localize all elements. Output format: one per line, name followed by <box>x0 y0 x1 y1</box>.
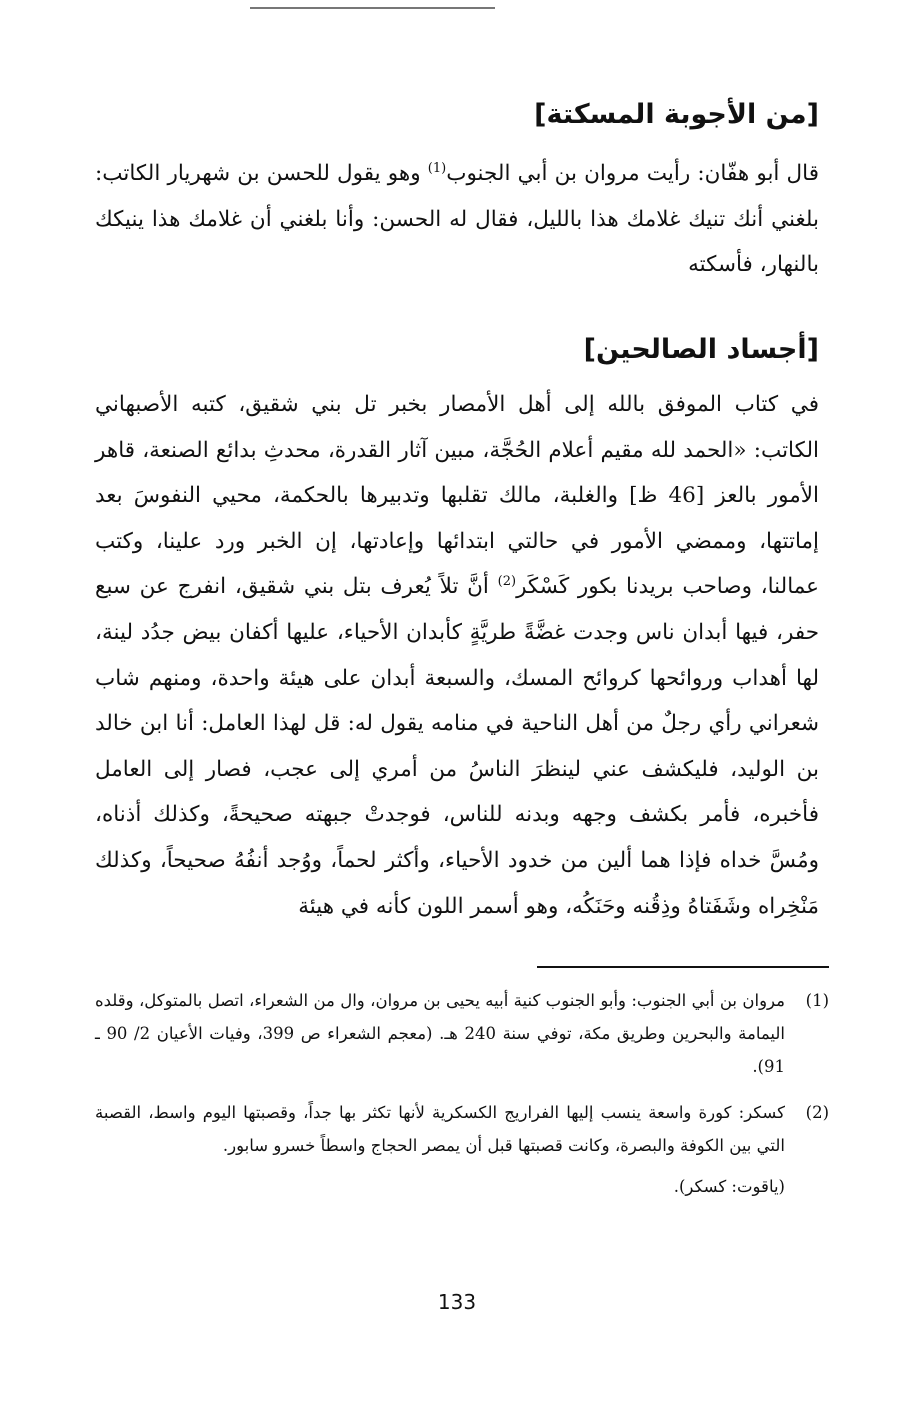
paragraph-1-text-a: قال أبو هفّان: رأيت مروان بن أبي الجنوب <box>446 161 820 186</box>
footnote-1-number: (1) <box>805 991 829 1010</box>
paragraph-2-text-b: أنَّ تلاً يُعرف بتل بني شقيق، انفرج عن سبع حفر، فيها أبدان ناس وجدت غضَّةً طريَّةٍ كأبدان الأحياء، عليها أكفان بيض جدُد لينة، لها أهداب وروائحها كروائح المسك، والسبعة أبدان على هيئة واحدة، ومنهم شاب شعراني رأي رجلٌ من أهل الناحية في منامه يقول له: قل لهذا العامل: أنا ابن خالد بن الوليد، فليكشف عني لينظرَ الناسُ من أمري إلى عجب، فصار إلى العامل فأخبره، فأمر بكشف وجهه وبدنه للناس، فوجدتْ جبهته صحيحةً، وكذلك أذناه، ومُسَّ خداه فإذا هما ألين من خدود الأحياء، وأكثر لحماً، ووُجد أنفُهُ صحيحاً، وكذلك مَنْخِراه وشَفَتاهُ وذِقُنه وحَنَكُه، وهو أسمر اللون كأنه في هيئة <box>95 574 819 919</box>
page-number: 133 <box>437 1290 477 1314</box>
top-rule <box>250 7 495 9</box>
section-heading-2: [أجساد الصالحين] <box>583 334 819 365</box>
footnote-ref-1[interactable]: (1) <box>427 160 447 176</box>
footnote-ref-2[interactable]: (2) <box>497 574 517 590</box>
footnote-2-text: كسكر: كورة واسعة ينسب إليها الفراريج الكسكرية لأنها تكثر بها جداً، وقصبتها اليوم واسط، القصبة التي بين الكوفة والبصرة، وكانت قصبتها قبل أن يمصر الحجاج واسطاً خسرو سابور. <box>95 1103 785 1155</box>
paragraph-1-text-b: وهو يقول للحسن بن شهريار الكاتب: بلغني أنك تنيك غلامك هذا بالليل، فقال له الحسن: وأنا بلغني أن غلامك هذا ينيكك بالنهار، فأسكته <box>95 161 819 278</box>
footnote-2-number: (2) <box>805 1103 829 1122</box>
paragraph-2-text-a: في كتاب الموفق بالله إلى أهل الأمصار بخبر تل بني شقيق، كتبه الأصبهاني الكاتب: «الحمد لله مقيم أعلام الحُجَّة، مبين آثار القدرة، محدثِ بدائع الصنعة، قاهر الأمور بالعز [46 ظ] والغلبة، مالك تقلبها وتدبيرها بالحكمة، محيي النفوسَ بعد إماتتها، وممضي الأمور في حالتي ابتدائها وإعادتها، إن الخبر ورد علينا، وكتب عمالنا، وصاحب بريدنا بكور كَسْكَر <box>95 392 819 600</box>
section-heading-1: [من الأجوبة المسكتة] <box>534 99 819 130</box>
paragraph-1 <box>95 151 819 288</box>
footnote-1-text: مروان بن أبي الجنوب: وأبو الجنوب كنية أبيه يحيى بن مروان، وال من الشعراء، اتصل بالمتوكل، وقلده اليمامة والبحرين وطريق مكة، توفي سنة 240 هـ. (معجم الشعراء ص 399، وفيات الأعيان 2/ 90 ـ 91). <box>95 991 785 1076</box>
footnote-separator <box>537 966 829 968</box>
footnote-2 <box>95 1096 829 1203</box>
footnote-2-source: (ياقوت: كسكر). <box>673 1177 785 1196</box>
paragraph-2 <box>95 382 819 929</box>
footnote-1 <box>95 984 829 1083</box>
